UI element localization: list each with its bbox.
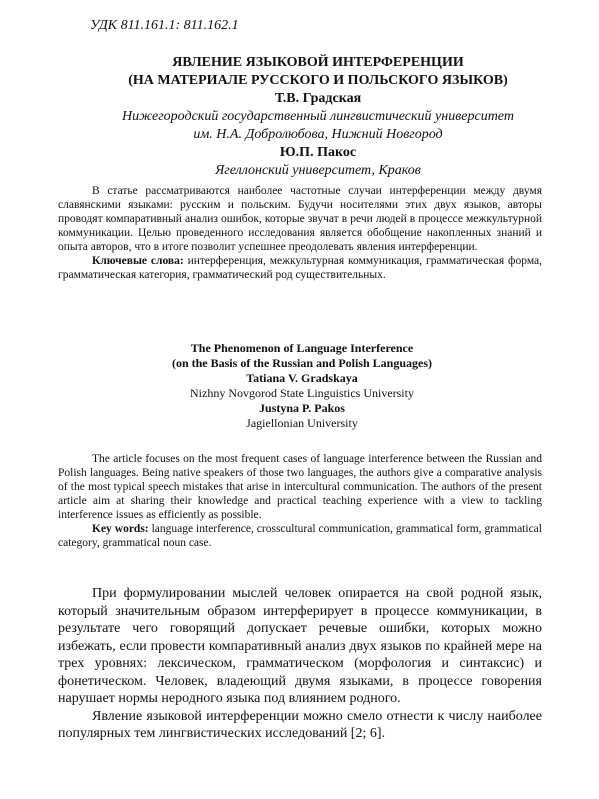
en-affiliation-1: Nizhny Novgorod State Linguistics University bbox=[190, 386, 414, 400]
en-affiliation-2: Jagiellonian University bbox=[246, 416, 358, 430]
ru-title-line1: ЯВЛЕНИЕ ЯЗЫКОВОЙ ИНТЕРФЕРЕНЦИИ bbox=[172, 55, 464, 70]
body-paragraph-2: Явление языковой интерференции можно смело отнести к числу наиболее популярных тем лингвистических исследований [2; 6]. bbox=[58, 708, 542, 741]
ru-author-2: Ю.П. Пакос bbox=[279, 145, 357, 160]
body-paragraph-1: При формулировании мыслей человек опирается на свой родной язык, который значительным образом интерферирует в процессе коммуникации, в результате чего говорящий допускает речевые ошибки, которых можно избежать, если провести компаративный анализ двух языков по крайней мере на трех уровнях: лексическом, грамматическом (морфология и синтаксис) и фонетическом. Человек, владеющий двумя языками, в процессе говорения нарушает нормы неродного языка под влиянием родного. bbox=[58, 586, 542, 706]
en-author-2: Justyna P. Pakos bbox=[259, 401, 345, 415]
ru-title-line2: (НА МАТЕРИАЛЕ РУССКОГО И ПОЛЬСКОГО ЯЗЫКОВ) bbox=[128, 73, 508, 88]
english-header bbox=[60, 341, 544, 431]
body-text bbox=[58, 585, 542, 743]
ru-keywords bbox=[58, 254, 542, 282]
ru-abstract-block bbox=[58, 184, 542, 282]
ru-affiliation-1-line2: им. Н.А. Добролюбова, Нижний Новгород bbox=[193, 127, 443, 142]
ru-abstract: В статье рассматриваются наиболее частотные случаи интерференции между двумя славянскими языками: русским и польским. Будучи носителями этих двух языков, авторы проводят компаративный анализ ошибок, которые звучат в речи людей в процессе межкультурной коммуникации. Целью проведенного исследования является обобщение накопленных знаний и опыта авторов, что в итоге позволит успешнее преодолевать явления интерференции. bbox=[58, 185, 542, 253]
ru-keywords-list: интерференция, межкультурная коммуникация, грамматическая форма, грамматическая категория, грамматический род существительных. bbox=[58, 255, 542, 281]
en-abstract: The article focuses on the most frequent cases of language interference between the Russian and Polish languages. Being native speakers of those two languages, the authors give a comparative analysis of the most typical speech mistakes that arise in intercultural communication. The authors of the present article aim at sharing their knowledge and practical teaching experience with a view to tackling interference issues as efficiently as possible. bbox=[58, 453, 542, 521]
ru-affiliation-1-line1: Нижегородский государственный лингвистический университет bbox=[122, 109, 514, 124]
en-title-line2: (on the Basis of the Russian and Polish Languages) bbox=[171, 356, 433, 370]
en-keywords-list: language interference, crosscultural communication, grammatical form, grammatical category, grammatical noun case. bbox=[58, 523, 542, 549]
en-keywords bbox=[58, 522, 542, 550]
udk-code: УДК 811.161.1: 811.162.1 bbox=[90, 18, 239, 33]
en-abstract-block bbox=[58, 452, 542, 550]
en-keywords-label: Key words: bbox=[92, 523, 149, 535]
ru-author-1: Т.В. Градская bbox=[274, 91, 362, 106]
ru-affiliation-2: Ягеллонский университет, Краков bbox=[215, 163, 421, 178]
ru-keywords-label: Ключевые слова: bbox=[92, 255, 184, 267]
en-title-line1: The Phenomenon of Language Interference bbox=[190, 341, 414, 355]
en-author-1: Tatiana V. Gradskaya bbox=[246, 371, 358, 385]
russian-header bbox=[58, 54, 578, 180]
